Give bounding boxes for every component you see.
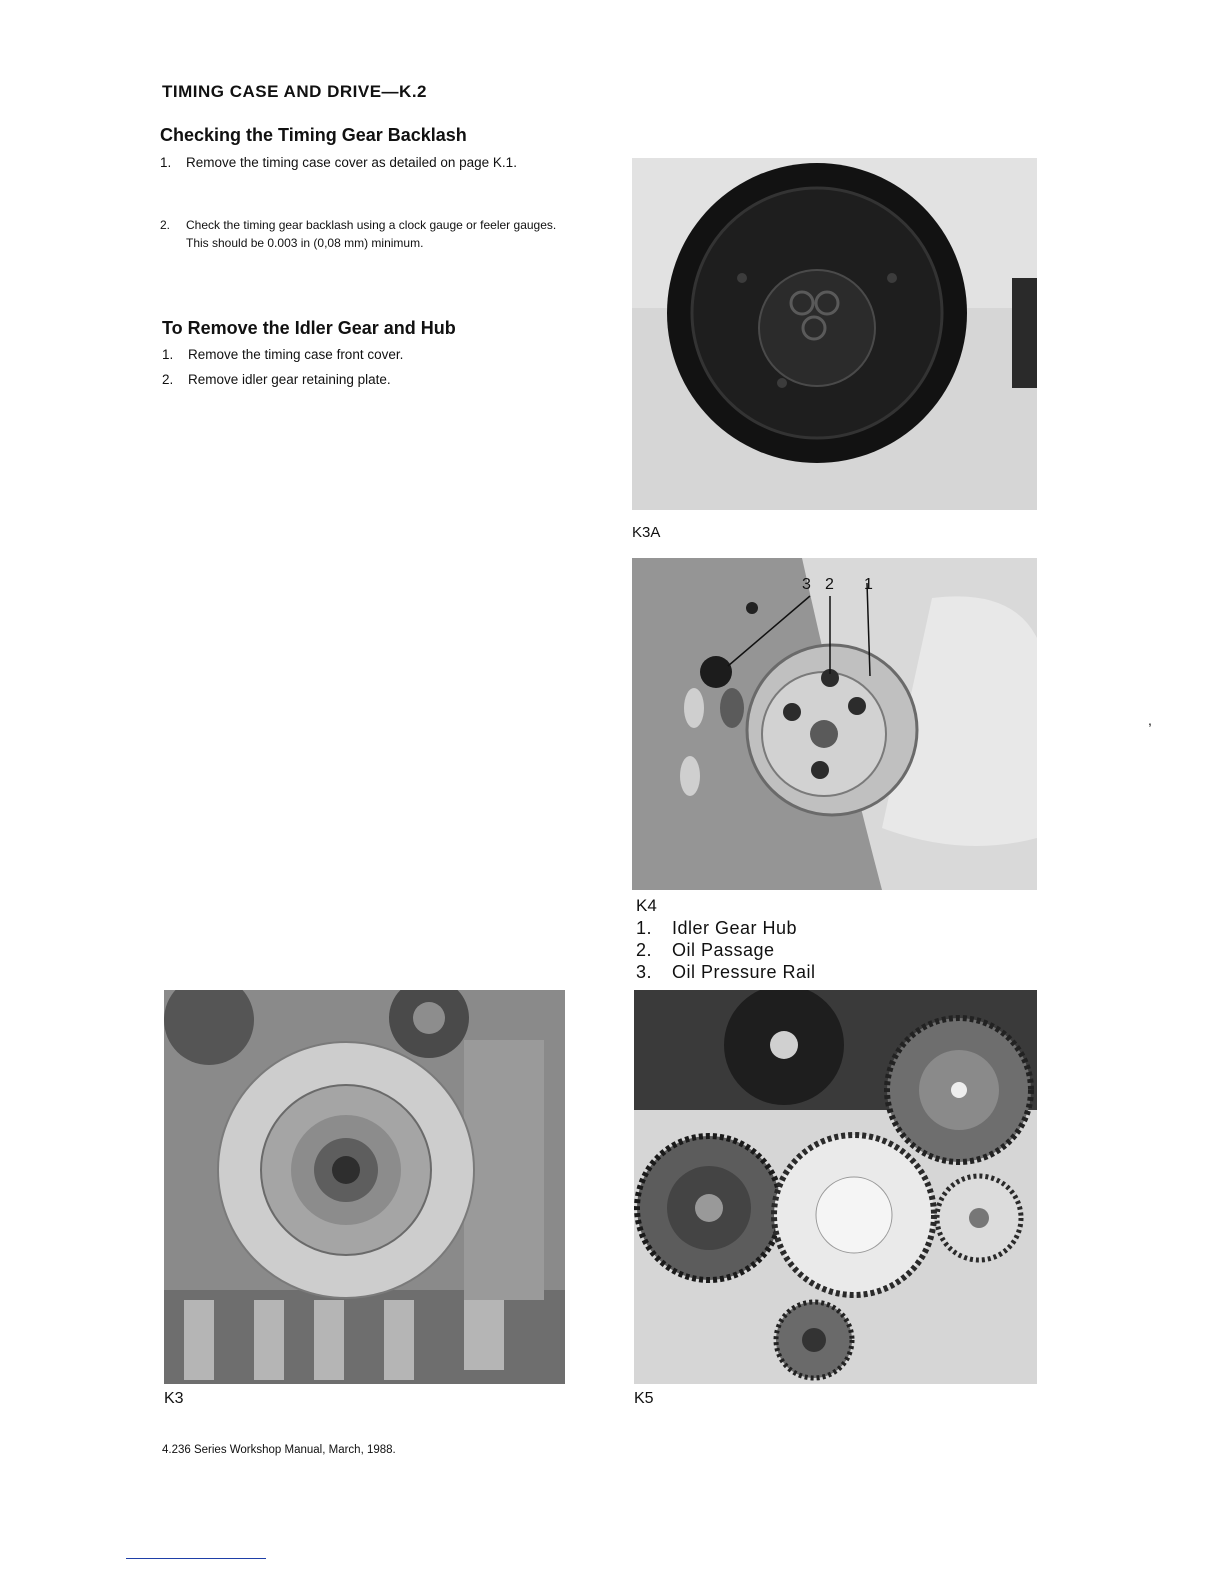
- legend-number: 1.: [636, 918, 653, 938]
- idler-heading: To Remove the Idler Gear and Hub: [162, 318, 456, 338]
- step-number: 2.: [162, 372, 174, 387]
- figure-k3a-caption: K3A: [632, 524, 661, 541]
- step-number: 2.: [160, 218, 171, 232]
- legend-number: 3.: [636, 962, 653, 982]
- figure-k5-photo: [634, 990, 1037, 1384]
- footer-text: 4.236 Series Workshop Manual, March, 1988.: [162, 1444, 396, 1456]
- callout-2: 2: [825, 576, 834, 593]
- step-number: 1.: [160, 155, 172, 170]
- backlash-heading: Checking the Timing Gear Backlash: [160, 125, 467, 145]
- step-text: Remove idler gear retaining plate.: [188, 372, 391, 387]
- step-number: 1.: [162, 347, 174, 362]
- timing-gears-image: [634, 990, 1037, 1384]
- step-text: Remove the timing case cover as detailed on page K.1.: [186, 155, 517, 170]
- footer-rule: [126, 1558, 266, 1559]
- figure-k4-caption: K4: [636, 896, 657, 915]
- figure-k3-photo: [164, 990, 565, 1384]
- legend-item: [636, 918, 797, 939]
- idler-hub-image: [632, 558, 1037, 890]
- callout-1: 1: [864, 576, 873, 593]
- pulley-image: [632, 158, 1037, 510]
- legend-number: 2.: [636, 940, 653, 960]
- legend-label: Oil Passage: [672, 940, 775, 960]
- figure-k5-caption: K5: [634, 1390, 654, 1407]
- callout-3: 3: [802, 576, 811, 593]
- backlash-step-1: [160, 153, 565, 172]
- figure-k3-caption: K3: [164, 1390, 184, 1407]
- legend-label: Oil Pressure Rail: [672, 962, 816, 982]
- legend-label: Idler Gear Hub: [672, 918, 798, 938]
- timing-case-cover-image: [164, 990, 565, 1384]
- page-title: TIMING CASE AND DRIVE—K.2: [162, 82, 428, 101]
- step-text: Remove the timing case front cover.: [188, 347, 404, 362]
- stray-mark: ,: [1148, 712, 1152, 728]
- idler-step-2: [162, 370, 562, 389]
- backlash-step-2: [160, 216, 570, 252]
- step-text: Check the timing gear backlash using a clock gauge or feeler gauges. This should be 0.003 in (0,08 mm) minimum.: [186, 218, 557, 250]
- figure-k3a-photo: [632, 158, 1037, 510]
- idler-step-1: [162, 345, 562, 364]
- legend-item: [636, 940, 775, 961]
- figure-k4-photo: [632, 558, 1037, 890]
- legend-item: [636, 962, 816, 983]
